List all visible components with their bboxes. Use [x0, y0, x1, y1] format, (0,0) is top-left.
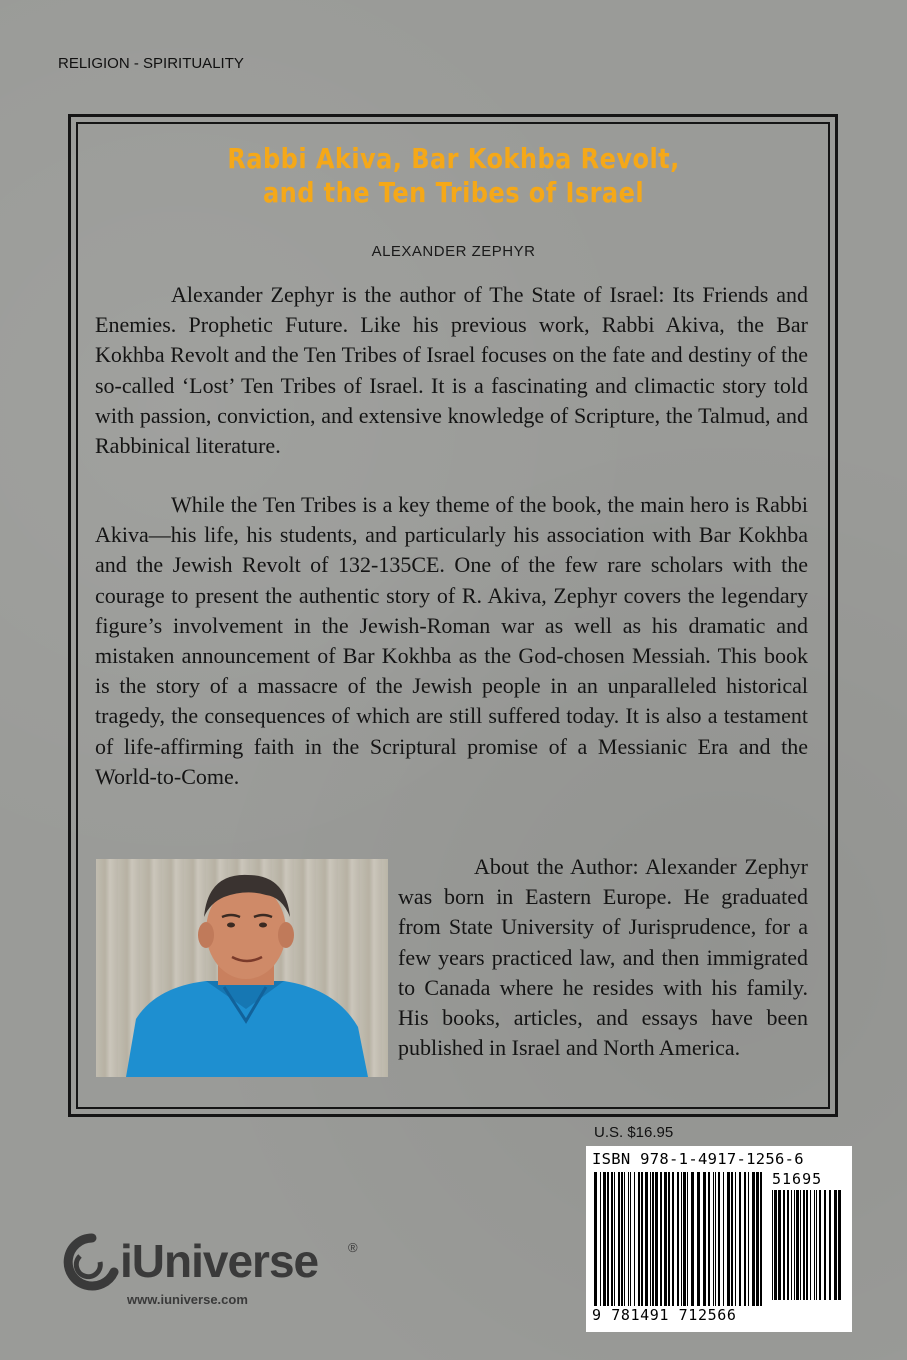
barcode-bar [638, 1172, 640, 1306]
barcode-bar [819, 1190, 821, 1300]
barcode-bar [718, 1172, 720, 1306]
barcode-bar [735, 1172, 736, 1306]
barcode-bar [756, 1172, 759, 1306]
barcode-bar [772, 1190, 773, 1300]
price-addon-code: 51695 [772, 1170, 823, 1188]
barcode-bar [634, 1172, 635, 1306]
barcode-bar [816, 1190, 817, 1300]
barcode-bar [723, 1172, 724, 1306]
book-title-line-2: and the Ten Tribes of Israel [262, 176, 645, 209]
barcode-bar [611, 1172, 613, 1306]
ean-barcode-bars [594, 1172, 764, 1306]
barcode-bar [630, 1172, 631, 1306]
barcode-bar [664, 1172, 667, 1306]
book-title [63, 142, 843, 210]
barcode-bar [697, 1172, 700, 1306]
book-title-line-1: Rabbi Akiva, Bar Kokhba Revolt, [227, 142, 680, 175]
barcode-bar [814, 1190, 815, 1300]
barcode-bar [650, 1172, 651, 1306]
barcode-bar [660, 1172, 662, 1306]
barcode-bar [708, 1172, 710, 1306]
barcode-bar [594, 1172, 597, 1306]
barcode-bar [621, 1172, 623, 1306]
barcode-bar [668, 1172, 670, 1306]
barcode-bar [800, 1190, 801, 1300]
barcode-bar [641, 1172, 643, 1306]
barcode-bar [727, 1172, 730, 1306]
barcode-bar [752, 1172, 755, 1306]
barcode-bar [834, 1190, 837, 1300]
publisher-name: iUniverse [120, 1235, 319, 1287]
barcode-bar [739, 1172, 741, 1306]
barcode-bar [603, 1172, 606, 1306]
barcode-bar [787, 1190, 789, 1300]
barcode-bar [806, 1190, 808, 1300]
price-label: U.S. $16.95 [594, 1124, 674, 1141]
description-paragraph-2: While the Ten Tribes is a key theme of the book, the main hero is Rabbi Akiva—his life, his students, and particularly his association with Bar Kokhba and the Jewish Revolt of 132-135CE. One of the few rare scholars with the courage to present the authentic story of R. Akiva, Zephyr covers the legendary figure’s involvement in the Jewish-Roman war as well as his dramatic and mistaken announcement of Bar Kokhba as the God-chosen Messiah. This book is the story of a massacre of the Jewish people in an unparalleled historical tragedy, the consequences of which are still suffered today. It is also a testament of life-affirming faith in the Scriptural promise of a Messianic Era and the World-to-Come. [95, 492, 808, 789]
iuniverse-swirl-icon [56, 1232, 126, 1292]
ean-digits: 9 781491 712566 [592, 1306, 737, 1324]
category-label: RELIGION - SPIRITUALITY [58, 55, 244, 72]
barcode-bar [652, 1172, 654, 1306]
publisher-logo [56, 1232, 376, 1312]
about-the-author: About the Author: Alexander Zephyr was born in Eastern Europe. He graduated from State University of Jurisprudence, for a few years practiced law, and then immigrated to Canada where he resides with his family. His books, articles, and essays have been published in Israel and North America. [398, 854, 808, 1061]
barcode-bar [796, 1190, 799, 1300]
barcode-bar [760, 1172, 762, 1306]
barcode-bar [687, 1172, 688, 1306]
barcode-bar [645, 1172, 648, 1306]
barcode-bar [791, 1190, 792, 1300]
barcode-bar [624, 1172, 625, 1306]
barcode-bar [683, 1172, 686, 1306]
barcode-bar [829, 1190, 831, 1300]
barcode-bar [628, 1172, 629, 1306]
barcode-bar [614, 1172, 615, 1306]
barcode-bar [672, 1172, 674, 1306]
addon-barcode-bars [772, 1190, 842, 1300]
registered-mark: ® [348, 1240, 358, 1255]
barcode-bar [713, 1172, 714, 1306]
barcode-bar [783, 1190, 785, 1300]
isbn-barcode [586, 1146, 852, 1332]
description-paragraph-1: Alexander Zephyr is the author of The State of Israel: Its Friends and Enemies. Prophetic Future. Like his previous work, Rabbi Akiva, the Bar Kokhba Revolt and the Ten Tribes of Israel focuses on the fate and destiny of the so-called ‘Lost’ Ten Tribes of Israel. It is a fascinating and climactic story told with passion, conviction, and extensive knowledge of Scripture, the Talmud, and Rabbinical literature. [95, 282, 808, 459]
barcode-bar [677, 1172, 679, 1306]
publisher-url: www.iuniverse.com [127, 1292, 248, 1307]
author-photo [96, 859, 388, 1077]
barcode-bar [794, 1190, 795, 1300]
barcode-bar [681, 1172, 682, 1306]
barcode-bar [703, 1172, 706, 1306]
barcode-bar [838, 1190, 841, 1300]
isbn-number: ISBN 978-1-4917-1256-6 [592, 1150, 804, 1168]
barcode-bar [655, 1172, 658, 1306]
barcode-bar [774, 1190, 777, 1300]
barcode-bar [600, 1172, 601, 1306]
barcode-bar [618, 1172, 620, 1306]
barcode-bar [691, 1172, 694, 1306]
barcode-bar [803, 1190, 805, 1300]
author-name: ALEXANDER ZEPHYR [371, 243, 536, 260]
barcode-bar [607, 1172, 609, 1306]
barcode-bar [731, 1172, 733, 1306]
barcode-bar [778, 1190, 781, 1300]
barcode-bar [715, 1172, 716, 1306]
barcode-bar [824, 1190, 826, 1300]
barcode-bar [744, 1172, 746, 1306]
barcode-bar [748, 1172, 749, 1306]
barcode-bar [810, 1190, 811, 1300]
